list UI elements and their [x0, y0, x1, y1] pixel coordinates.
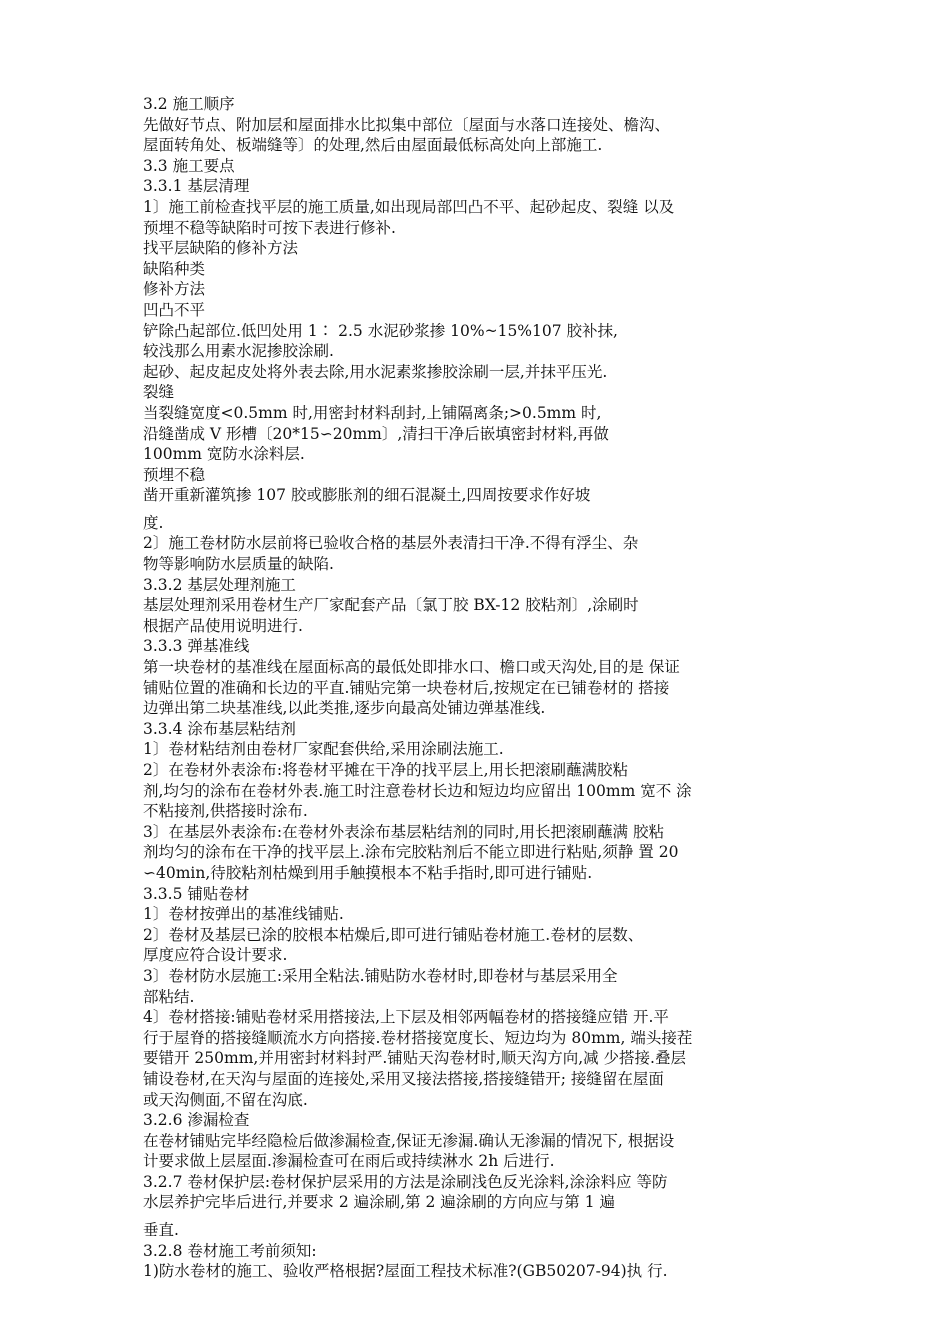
- section-heading: 3.3 施工要点: [143, 156, 235, 175]
- subsection-heading: 3.2.6 渗漏检查: [143, 1111, 250, 1130]
- paragraph-line: 第一块卷材的基准线在屋面标高的最低处即排水口、檐口或天沟处,目的是 保证: [143, 658, 680, 677]
- paragraph-line: 在卷材铺贴完毕经隐检后做渗漏检查,保证无渗漏.确认无渗漏的情况下, 根据设: [143, 1131, 675, 1150]
- paragraph-line: 边弹出第二块基准线,以此类推,逐步向最高处铺边弹基准线.: [143, 699, 546, 718]
- paragraph-line: 1〕施工前检查找平层的施工质量,如出现局部凹凸不平、起砂起皮、裂缝 以及: [143, 197, 675, 216]
- paragraph-line: 物等影响防水层质量的缺陷.: [143, 555, 334, 574]
- paragraph-line: 计要求做上层屋面.渗漏检查可在雨后或持续淋水 2h 后进行.: [143, 1152, 555, 1171]
- subsection-heading: 3.3.3 弹基准线: [143, 637, 250, 656]
- paragraph-line: 要错开 250mm,并用密封材料封严.铺贴天沟卷材时,顺天沟方向,减 少搭接.叠层: [143, 1049, 686, 1068]
- paragraph-line: 2〕卷材及基层已涂的胶根本枯燥后,即可进行铺贴卷材施工.卷材的层数、: [143, 925, 644, 944]
- table-cell-method: 起砂、起皮起皮处将外表去除,用水泥素浆掺胶涂刷一层,并抹平压光.: [143, 362, 608, 381]
- paragraph-line: 1)防水卷材的施工、验收严格根据?屋面工程技术标准?(GB50207-94)执 行.: [143, 1262, 668, 1281]
- subsection-heading: 3.2.8 卷材施工考前须知:: [143, 1241, 317, 1260]
- paragraph-line: 铺设卷材,在天沟与屋面的连接处,采用叉接法搭接,搭接缝错开; 接缝留在屋面: [143, 1069, 664, 1088]
- subsection-heading: 3.3.2 基层处理剂施工: [143, 575, 296, 594]
- document-body: [143, 94, 833, 1282]
- table-header-method: 修补方法: [143, 280, 206, 299]
- table-cell-defect: 预埋不稳: [143, 465, 206, 484]
- paragraph-line: 不粘接剂,供搭接时涂布.: [143, 802, 308, 821]
- subsection-heading: 3.3.5 铺贴卷材: [143, 884, 250, 903]
- subsection-heading: 3.2.7 卷材保护层:卷材保护层采用的方法是涂刷浅色反光涂料,涂涂料应 等防: [143, 1172, 668, 1191]
- paragraph-line: 先做好节点、附加层和屋面排水比拟集中部位〔屋面与水落口连接处、檐沟、: [143, 115, 671, 134]
- paragraph-line: 1〕卷材按弹出的基准线铺贴.: [143, 905, 344, 924]
- paragraph-line: 3〕在基层外表涂布:在卷材外表涂布基层粘结剂的同时,用长把滚刷蘸满 胶粘: [143, 822, 664, 841]
- table-cell-method: 凿开重新灌筑掺 107 胶或膨胀剂的细石混凝土,四周按要求作好坡: [143, 486, 591, 505]
- table-cell-method: 沿缝凿成 V 形槽〔20*15∽20mm〕,清扫干净后嵌填密封材料,再做: [143, 424, 609, 443]
- paragraph-line: 水层养护完毕后进行,并要求 2 遍涂刷,第 2 遍涂刷的方向应与第 1 遍: [143, 1193, 616, 1212]
- subsection-heading: 3.3.4 涂布基层粘结剂: [143, 719, 296, 738]
- paragraph-line: 铺贴位置的准确和长边的平直.铺贴完第一块卷材后,按规定在已铺卷材的 搭接: [143, 678, 670, 697]
- paragraph-line: 基层处理剂采用卷材生产厂家配套产品〔氯丁胶 BX-12 胶粘剂〕,涂刷时: [143, 596, 639, 615]
- table-cell-method: 较浅那么用素水泥掺胶涂刷.: [143, 342, 334, 361]
- paragraph-line: 行于屋脊的搭接缝顺流水方向搭接.卷材搭接宽度长、短边均为 80mm, 端头接茬: [143, 1028, 693, 1047]
- table-cell-defect: 凹凸不平: [143, 300, 206, 319]
- paragraph-line: 或天沟侧面,不留在沟底.: [143, 1090, 308, 1109]
- paragraph-line: 1〕卷材粘结剂由卷材厂家配套供给,采用涂刷法施工.: [143, 740, 504, 759]
- paragraph-line: ∽40min,待胶粘剂枯燥到用手触摸根本不粘手指时,即可进行铺贴.: [143, 863, 593, 882]
- paragraph-line: 剂均匀的涂布在干净的找平层上.涂布完胶粘剂后不能立即进行粘贴,须静 置 20: [143, 843, 679, 862]
- table-title: 找平层缺陷的修补方法: [143, 239, 299, 258]
- paragraph-line: 预埋不稳等缺陷时可按下表进行修补.: [143, 218, 396, 237]
- paragraph-line: 2〕在卷材外表涂布:将卷材平摊在干净的找平层上,用长把滚刷蘸满胶粘: [143, 761, 629, 779]
- paragraph-line: 根据产品使用说明进行.: [143, 616, 303, 635]
- section-heading: 3.2 施工顺序: [143, 95, 235, 113]
- paragraph-line: 4〕卷材搭接:铺贴卷材采用搭接法,上下层及相邻两幅卷材的搭接缝应错 开.平: [143, 1008, 669, 1027]
- paragraph-line: 厚度应符合设计要求.: [143, 946, 288, 965]
- table-cell-method: 度.: [143, 513, 164, 532]
- subsection-heading: 3.3.1 基层清理: [143, 177, 250, 196]
- table-cell-method: 100mm 宽防水涂料层.: [143, 445, 305, 464]
- table-header-defect: 缺陷种类: [143, 259, 206, 278]
- paragraph-line: 3〕卷材防水层施工:采用全粘法.铺贴防水卷材时,即卷材与基层采用全: [143, 966, 618, 985]
- paragraph-line: 屋面转角处、板端缝等〕的处理,然后由屋面最低标高处向上部施工.: [143, 136, 603, 155]
- paragraph-line: 部粘结.: [143, 987, 195, 1006]
- table-cell-method: 当裂缝宽度<0.5mm 时,用密封材料刮封,上铺隔离条;>0.5mm 时,: [143, 403, 602, 422]
- table-cell-defect: 裂缝: [143, 383, 175, 402]
- paragraph-line: 垂直.: [143, 1221, 179, 1240]
- table-cell-method: 铲除凸起部位.低凹处用 1∶ 2.5 水泥砂浆掺 10%~15%107 胶补抹,: [143, 321, 618, 340]
- paragraph-line: 剂,均匀的涂布在卷材外表.施工时注意卷材长边和短边均应留出 100mm 宽不 涂: [143, 781, 692, 800]
- paragraph-line: 2〕施工卷材防水层前将已验收合格的基层外表清扫干净.不得有浮尘、杂: [143, 534, 639, 553]
